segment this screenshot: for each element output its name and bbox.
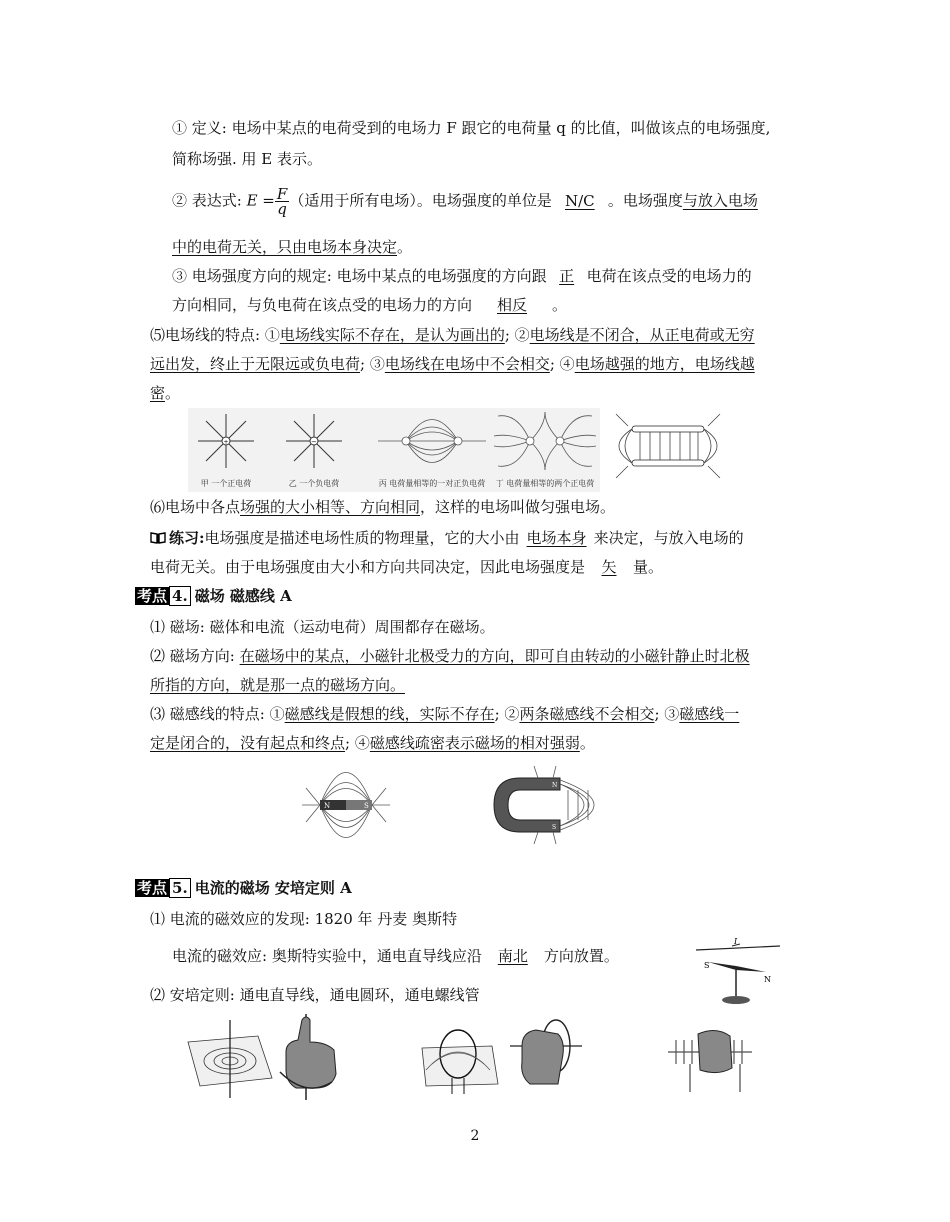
horseshoe-n: N: [552, 782, 558, 789]
magnetic-field-def: ⑴ 磁场: 磁体和电流（运动电荷）周围都存在磁场。: [150, 618, 495, 636]
expression-underlined-1: 与放入电场: [682, 191, 758, 210]
field-lines-prop1: 电场线实际不存在，是认为画出的: [279, 326, 505, 344]
oersted-text: 电流的磁效应: 奥斯特实验中，通电直导线应沿: [172, 947, 482, 965]
oersted-end: 方向放置。: [543, 947, 619, 965]
field-lines-line3: [150, 383, 180, 403]
current-loop-field: [422, 1030, 498, 1094]
field-lines-prop2a: 电场线是不闭合，从正电荷或无穷: [529, 326, 755, 344]
svg-text:−: −: [311, 438, 317, 446]
field-expression-cont: [172, 237, 412, 257]
magnetic-lines-prop3b: 定是闭合的，没有起点和终点: [150, 734, 346, 752]
sep: ; ③: [360, 355, 385, 373]
magnetic-lines-label: ⑶ 磁感线的特点: ①: [150, 705, 285, 723]
parallel-plates-field: [616, 414, 720, 478]
needle-s: S: [704, 961, 710, 970]
compass-needle: [708, 962, 766, 972]
direction-blank-opposite: 相反: [497, 296, 528, 314]
right-hand-straight-icon: [280, 1014, 336, 1100]
wire: [696, 946, 780, 950]
magnetic-direction-cont: 所指的方向，就是那一点的磁场方向。: [150, 676, 406, 694]
topic-tag: 考点: [137, 587, 168, 605]
direction-cont-text: 方向相同，与负电荷在该点受的电场力的方向: [172, 296, 473, 314]
oersted-experiment-figure: [694, 936, 784, 1008]
ampere-rule-figures: [186, 1012, 766, 1102]
end: 。: [579, 734, 595, 752]
practice-text4: 量。: [633, 558, 664, 576]
field-lines-line1: [150, 325, 755, 345]
expression-middle: （适用于所有电场）。电场强度的单位是: [289, 191, 552, 210]
sep: ; ④: [345, 734, 370, 752]
horseshoe-magnet: [494, 778, 560, 832]
caption-positive: 甲 一个正电荷: [200, 479, 252, 488]
field-lines-prop3: 电场线在电场中不会相交: [384, 355, 550, 373]
straight-wire-field: [188, 1020, 272, 1098]
uniform-underlined: 场强的大小相等、方向相同: [240, 498, 421, 516]
practice-text1: 电场强度是描述电场性质的物理量，它的大小由: [204, 529, 520, 547]
topic4-p2: [150, 646, 750, 666]
magnetic-lines-prop4: 磁感线疏密表示磁场的相对强弱: [369, 734, 580, 752]
topic5-p1: [150, 909, 457, 929]
needle-n: N: [764, 975, 771, 984]
formula-numerator: F: [276, 185, 288, 203]
uniform-prefix: ⑹电场中各点: [150, 498, 241, 516]
field-lines-label: ⑸电场线的特点: ①: [150, 326, 280, 344]
right-hand-loop-icon: [510, 1020, 582, 1084]
topic4-p3-cont: [150, 733, 595, 753]
electric-field-diagrams: [188, 408, 728, 492]
expression-underlined-2: 中的电荷无关，只由电场本身决定: [172, 238, 398, 256]
direction-end: 。: [552, 296, 568, 314]
topic4-p2-cont: [150, 675, 405, 695]
topic5-p2: [172, 946, 619, 966]
sep: ; ②: [494, 705, 520, 723]
topic-number: 4.: [169, 586, 191, 606]
field-lines-line2: [150, 354, 755, 374]
uniform-end: ，这样的电场叫做匀强电场。: [420, 498, 616, 516]
formula-denominator: q: [277, 200, 287, 218]
discovery-text: ⑴ 电流的磁效应的发现: 1820 年 丹麦 奥斯特: [150, 910, 458, 928]
label-n: N: [324, 802, 331, 810]
direction-text-2: 电荷在该点受的电场力的: [586, 267, 752, 285]
magnet-diagrams: [298, 760, 628, 850]
sep: ; ②: [504, 326, 530, 344]
field-lines-prop4b: 密: [150, 384, 166, 402]
current-label: I: [734, 937, 738, 946]
field-lines-prop2b: 远出发，终止于无限远或负电荷: [150, 355, 361, 373]
topic4-p3: [150, 704, 739, 724]
caption-dipole: 丙 电荷量相等的一对正负电荷: [378, 479, 486, 488]
practice-label: 练习:: [169, 529, 205, 547]
compass-base: [722, 996, 750, 1004]
practice-text3: 电荷无关。由于电场强度由大小和方向共同决定，因此电场强度是: [150, 558, 586, 576]
magnetic-lines-prop3a: 磁感线一: [679, 705, 740, 723]
caption-two-positive: 丁 电荷量相等的两个正电荷: [495, 479, 595, 488]
right-hand-solenoid-icon: [668, 1030, 752, 1092]
practice-line2: [150, 557, 663, 577]
svg-text:+: +: [223, 439, 229, 446]
label-s: S: [364, 802, 369, 810]
field-lines-prop4a: 电场越强的地方，电场线越: [574, 355, 755, 373]
formula-fraction: [275, 187, 289, 216]
magnetic-direction-label: ⑵ 磁场方向:: [150, 647, 240, 665]
formula-lhs: E =: [246, 191, 275, 210]
field-definition-cont: [172, 149, 322, 169]
horseshoe-s: S: [552, 824, 557, 831]
expression-end: 。: [397, 238, 413, 256]
field-definition-line: [172, 118, 770, 138]
ampere-rule-text: ⑵ 安培定则: 通电直导线，通电圆环，通电螺线管: [150, 986, 480, 1004]
field-definition-text: ① 定义: 电场中某点的电荷受到的电场力 F 跟它的电荷量 q 的比值，叫做该点的电场强度,: [172, 119, 771, 137]
direction-text: ③ 电场强度方向的规定: 电场中某点的电场强度的方向跟: [172, 267, 547, 285]
sep: ; ③: [654, 705, 680, 723]
topic-title: 磁场 磁感线 A: [194, 587, 292, 605]
topic-title: 电流的磁场 安培定则 A: [194, 879, 352, 897]
unit-blank: N/C: [565, 191, 595, 210]
field-direction-line: [172, 266, 752, 286]
caption-negative: 乙 一个负电荷: [288, 479, 340, 488]
magnetic-lines-prop2: 两条磁感线不会相交: [519, 705, 655, 723]
topic5-heading: [135, 878, 352, 898]
practice-line1: [150, 528, 744, 548]
direction-blank-ns: 南北: [497, 947, 528, 965]
expression-label: ② 表达式:: [172, 191, 247, 210]
magnetic-direction-text: 在磁场中的某点，小磁针北极受力的方向，即可自由转动的小磁针静止时北极: [239, 647, 750, 665]
book-icon: [150, 529, 166, 542]
topic-tag: 考点: [137, 879, 168, 897]
topic4-heading: [135, 586, 292, 606]
topic5-p3: [150, 985, 480, 1005]
uniform-field-line: [150, 497, 615, 517]
expression-after-unit: 。电场强度: [607, 191, 683, 210]
field-direction-cont: [172, 295, 567, 315]
page-number: 2: [470, 1128, 480, 1144]
direction-blank-positive: 正: [559, 267, 575, 285]
field-expression-line: [172, 187, 758, 216]
topic-number: 5.: [169, 878, 191, 898]
field-definition-cont-text: 简称场强. 用 E 表示。: [172, 150, 323, 168]
field-lines-end: 。: [165, 384, 181, 402]
sep: ; ④: [549, 355, 575, 373]
topic4-p1: [150, 617, 495, 637]
practice-text2: 来决定，与放入电场的: [593, 529, 744, 547]
practice-blank1: 电场本身: [526, 529, 587, 547]
magnetic-lines-prop1: 磁感线是假想的线，实际不存在: [284, 705, 495, 723]
practice-blank2: 矢: [601, 558, 617, 576]
